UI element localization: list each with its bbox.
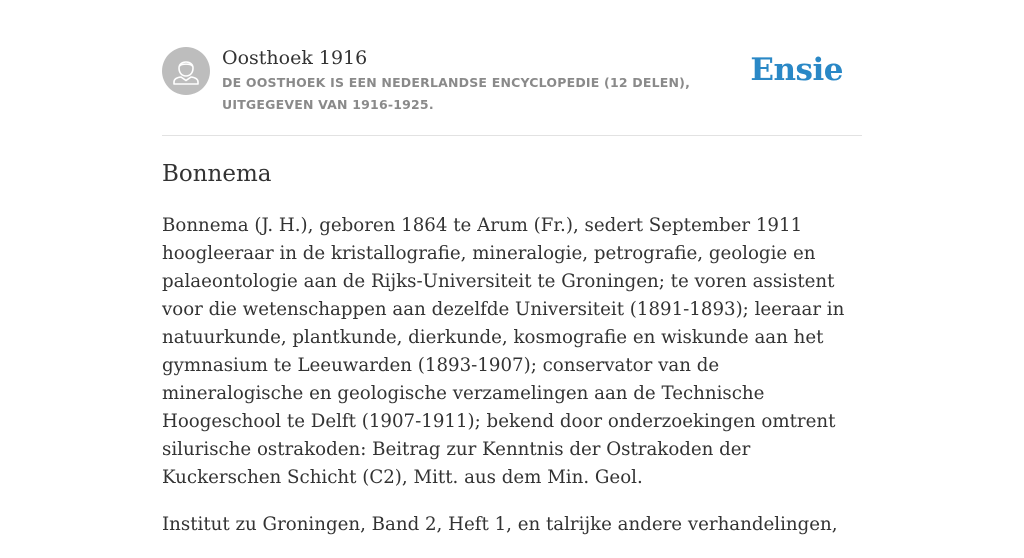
ensie-logo[interactable]: Ensie [750,52,843,88]
article-title: Bonnema [162,161,272,187]
source-description: DE OOSTHOEK IS EEN NEDERLANDSE ENCYCLOPEDIE (12 DELEN), UITGEGEVEN VAN 1916-1925. [222,75,691,112]
source-header [162,46,862,116]
user-avatar-icon[interactable] [162,47,210,95]
article-paragraph: Bonnema (J. H.), geboren 1864 te Arum (Fr.), sedert September 1911 hoogleeraar in de kristallografie, mineralogie, petrografie, geologie en palaeontologie aan de Rijks-Universiteit te Groningen; te voren assistent voor die wetenschappen aan dezelfde Universiteit (1891-1893); leeraar in natuurkunde, plantkunde, dierkunde, kosmografie en wiskunde aan het gymnasium te Leeuwarden (1893-1907); conservator van de mineralogische en geologische verzamelingen aan de Technische Hoogeschool te Delft (1907-1911); bekend door onderzoekingen omtrent silurische ostrakoden: Beitrag zur Kenntnis der Ostrakoden der Kuckerschen Schicht (C2), Mitt. aus dem Min. Geol. [162,215,845,488]
article-body [162,212,862,558]
article-paragraph: Institut zu Groningen, Band 2, Heft 1, en talrijke andere verhandelingen, [162,514,838,535]
header-divider [162,135,862,136]
source-title[interactable]: Oosthoek 1916 [222,47,368,69]
